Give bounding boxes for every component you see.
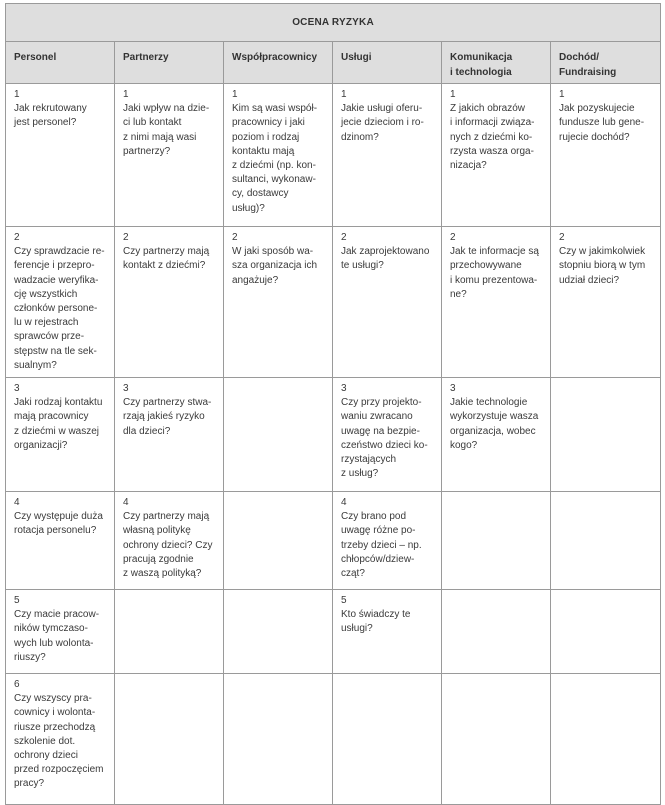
question-number: 2 [123,232,129,243]
table-row [6,378,661,492]
question-text: Czy partnerzy stwa- rzają jakieś ryzyko dla dzieci? [123,397,212,437]
question-text: Czy brano pod uwagę różne po- trzeby dzieci – np. chłopców/dziew- cząt? [341,511,422,580]
question-number: 2 [450,232,456,243]
question-text: Jaki rodzaj kontaktu mają pracownicy z dziećmi w waszej organizacji? [14,397,103,451]
table-cell [551,378,661,492]
table-cell [6,84,115,227]
question-number: 1 [14,89,20,100]
table-cell [115,84,224,227]
table-cell [6,492,115,590]
question-text: Czy sprawdzacie re- ferencje i przepro- wadzacie weryfika- cję wszystkich członków persone- lu w rejestrach sprawców prze- stępstw na tle sek- sualnym? [14,246,105,371]
question-number: 5 [14,595,20,606]
question-number: 1 [559,89,565,100]
table-cell [115,227,224,378]
table-cell [224,84,333,227]
table-cell [442,590,551,674]
table-cell [224,674,333,805]
question-number: 6 [14,679,20,690]
question-number: 1 [450,89,456,100]
question-number: 1 [123,89,129,100]
column-header-label: Partnerzy [123,52,169,63]
question-number: 3 [14,383,20,394]
risk-assessment-table [5,3,661,805]
table-row [6,492,661,590]
table-cell [224,492,333,590]
question-number: 2 [559,232,565,243]
column-header-dochod [551,42,661,84]
question-text: Kto świadczy te usługi? [341,609,411,635]
table-row [6,590,661,674]
table-row [6,227,661,378]
column-header-wspolpracownicy [224,42,333,84]
table-cell [6,227,115,378]
column-header-label: Dochód/ Fundraising [559,52,617,78]
table-cell [115,674,224,805]
table-cell [6,674,115,805]
table-cell [115,492,224,590]
column-header-label: Współpracownicy [232,52,318,63]
table-row [6,84,661,227]
table-title: OCENA RYZYKA [6,4,661,42]
table-cell [115,378,224,492]
question-text: Czy występuje duża rotacja personelu? [14,511,103,537]
question-text: Czy macie pracow- ników tymczaso- wych lub wolonta- riuszy? [14,609,100,663]
question-text: Czy w jakimkolwiek stopniu biorą w tym udział dzieci? [559,246,646,286]
question-number: 3 [450,383,456,394]
table-cell [6,378,115,492]
question-number: 1 [232,89,238,100]
question-number: 4 [341,497,347,508]
risk-assessment-sheet [5,3,660,805]
question-text: Czy przy projekto- waniu zwracano uwagę na bezpie- czeństwo dzieci ko- rzystających z usług? [341,397,428,480]
table-cell [333,492,442,590]
question-text: Jak te informacje są przechowywane i komu prezentowa- ne? [450,246,539,300]
question-number: 5 [341,595,347,606]
column-header-label: Komunikacja i technologia [450,52,513,78]
column-header-komunikacja [442,42,551,84]
question-number: 4 [123,497,129,508]
table-cell [551,590,661,674]
table-cell [333,674,442,805]
table-cell [333,84,442,227]
question-text: Czy partnerzy mają kontakt z dziećmi? [123,246,210,272]
table-cell [333,378,442,492]
table-cell [551,492,661,590]
question-number: 1 [341,89,347,100]
question-text: Jakie technologie wykorzystuje wasza organizacja, wobec kogo? [450,397,539,451]
question-text: Z jakich obrazów i informacji związa- nych z dziećmi ko- rzysta wasza orga- nizacja? [450,103,535,172]
question-text: Jak rekrutowany jest personel? [14,103,87,129]
table-cell [551,674,661,805]
table-cell [551,84,661,227]
question-number: 4 [14,497,20,508]
table-cell [333,227,442,378]
question-text: Czy wszyscy pra- cownicy i wolonta- riusze przechodzą szkolenie dot. ochrony dzieci przed rozpoczęciem pracy? [14,693,104,790]
table-cell [6,590,115,674]
question-text: W jaki sposób wa- sza organizacja ich angażuje? [232,246,318,286]
question-text: Jak zaprojektowano te usługi? [341,246,430,272]
table-cell [442,674,551,805]
column-header-uslugi [333,42,442,84]
column-header-label: Personel [14,52,57,63]
table-cell [551,227,661,378]
question-text: Kim są wasi współ- pracownicy i jaki poziom i rodzaj kontaktu mają z dziećmi (np. kon- sultanci, wykonaw- cy, dostawcy usług)? [232,103,318,214]
question-text: Jaki wpływ na dzie- ci lub kontakt z nimi mają wasi partnerzy? [123,103,210,157]
table-cell [442,492,551,590]
question-text: Czy partnerzy mają własną politykę ochrony dzieci? Czy pracują zgodnie z waszą polityką? [123,511,213,580]
table-cell [115,590,224,674]
table-row [6,674,661,805]
question-number: 2 [341,232,347,243]
table-cell [442,378,551,492]
column-header-row [6,42,661,84]
column-header-partnerzy [115,42,224,84]
table-cell [442,84,551,227]
column-header-label: Usługi [341,52,372,63]
table-cell [442,227,551,378]
table-cell [333,590,442,674]
table-cell [224,227,333,378]
table-cell [224,378,333,492]
table-cell [224,590,333,674]
column-header-personel [6,42,115,84]
question-number: 2 [14,232,20,243]
question-text: Jakie usługi oferu- jecie dzieciom i ro- dzinom? [341,103,424,143]
question-number: 3 [123,383,129,394]
question-number: 3 [341,383,347,394]
question-number: 2 [232,232,238,243]
question-text: Jak pozyskujecie fundusze lub gene- rujecie dochód? [559,103,645,143]
